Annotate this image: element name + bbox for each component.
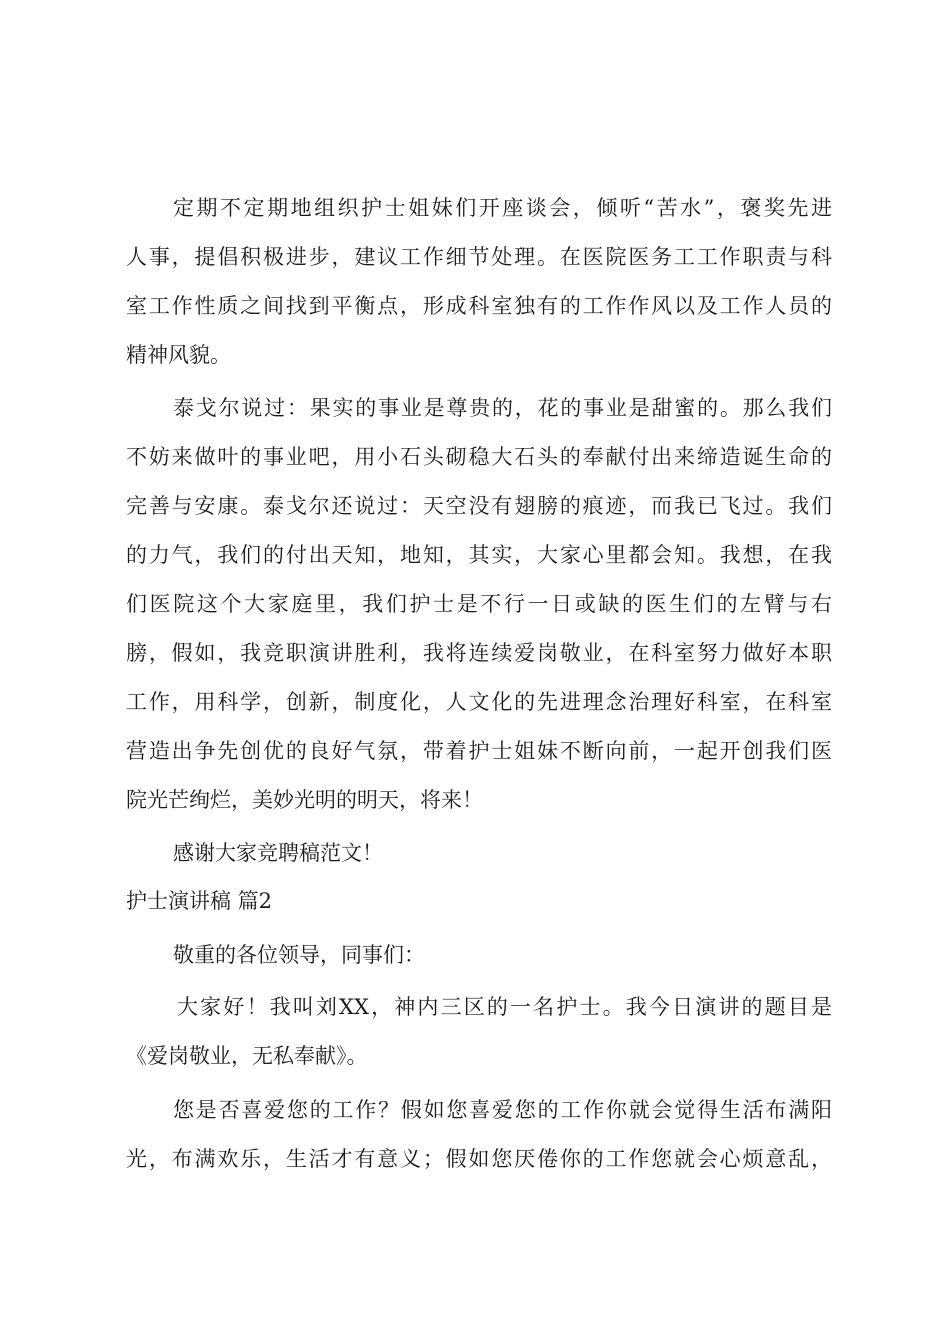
paragraph-line: 精神风貌。 <box>126 343 231 367</box>
paragraph-line: 光，布满欢乐，生活才有意义；假如您厌倦你的工作您就会心烦意乱， <box>126 1147 832 1171</box>
greeting-line: 敬重的各位领导，同事们： <box>173 943 425 967</box>
paragraph-line: 大家好！我叫刘XX，神内三区的一名护士。我今日演讲的题目是 <box>177 995 832 1019</box>
paragraph-line: 工作，用科学，创新，制度化，人文化的先进理念治理好科室，在科室 <box>126 690 832 714</box>
paragraph-line: 不妨来做叶的事业吧，用小石头砌稳大石头的奉献付出来缔造诞生命的 <box>126 445 832 469</box>
paragraph-line: 们医院这个大家庭里，我们护士是不行一日或缺的医生们的左臂与右 <box>126 592 832 616</box>
closing-line: 感谢大家竞聘稿范文！ <box>173 841 383 865</box>
paragraph-line: 膀，假如，我竞职演讲胜利，我将连续爱岗敬业，在科室努力做好本职 <box>126 641 832 665</box>
paragraph-line: 的力气，我们的付出天知，地知，其实，大家心里都会知。我想，在我 <box>126 543 832 567</box>
paragraph-line: 人事，提倡积极进步，建议工作细节处理。在医院医务工工作职责与科 <box>126 245 832 269</box>
paragraph-line: 室工作性质之间找到平衡点，形成科室独有的工作作风以及工作人员的 <box>126 294 832 318</box>
paragraph-line: 《爱岗敬业，无私奉献》。 <box>126 1044 368 1068</box>
section-title: 护士演讲稿 篇2 <box>126 889 273 913</box>
paragraph-line: 院光芒绚烂，美妙光明的明天，将来！ <box>126 788 483 812</box>
paragraph-line: 定期不定期地组织护士姐妹们开座谈会，倾听“苦水”，褒奖先进 <box>173 196 832 220</box>
paragraph-line: 您是否喜爱您的工作？假如您喜爱您的工作你就会觉得生活布满阳 <box>173 1098 832 1122</box>
paragraph-line: 营造出争先创优的良好气氛，带着护士姐妹不断向前，一起开创我们医 <box>126 739 832 763</box>
paragraph-line: 完善与安康。泰戈尔还说过：天空没有翅膀的痕迹，而我已飞过。我们 <box>126 494 832 518</box>
paragraph-line: 泰戈尔说过：果实的事业是尊贵的，花的事业是甜蜜的。那么我们 <box>173 396 832 420</box>
